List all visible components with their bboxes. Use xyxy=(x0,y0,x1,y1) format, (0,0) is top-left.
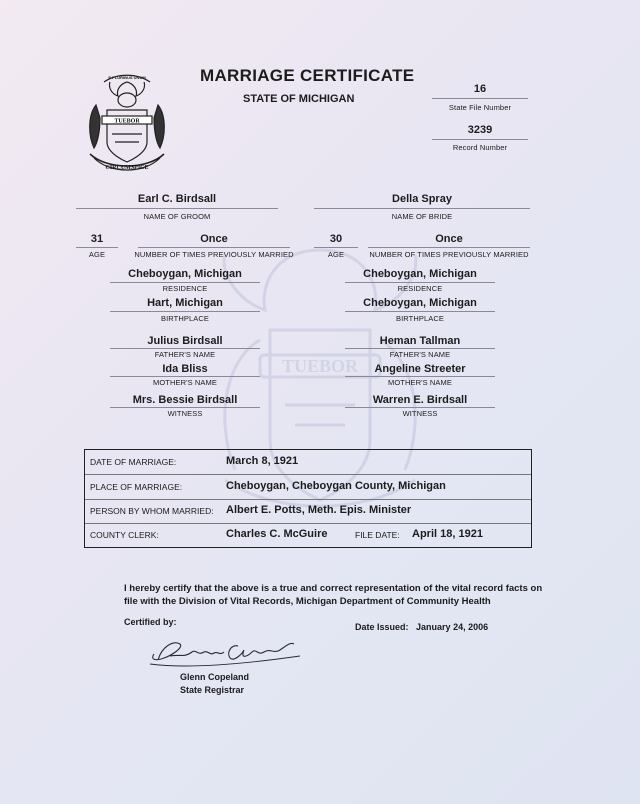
svg-text:TUEBOR: TUEBOR xyxy=(281,356,359,376)
place-of-marriage-label: PLACE OF MARRIAGE: xyxy=(90,482,183,492)
certified-by-label: Certified by: xyxy=(124,617,177,627)
registrar-signature xyxy=(140,634,310,674)
groom-father-label: FATHER'S NAME xyxy=(154,350,216,359)
date-issued-label: Date Issued: xyxy=(355,622,409,632)
bride-age-label: AGE xyxy=(327,250,345,259)
table-row xyxy=(85,499,531,524)
table-row xyxy=(85,475,531,500)
bride-mother: Angeline Streeter xyxy=(374,363,466,375)
officiant: Albert E. Potts, Meth. Epis. Minister xyxy=(226,504,412,516)
michigan-seal-icon xyxy=(82,70,172,176)
groom-age: 31 xyxy=(90,233,104,245)
seal-center-text: TUEBOR xyxy=(114,118,140,125)
table-row xyxy=(85,450,531,475)
groom-witness-label: WITNESS xyxy=(167,409,203,418)
groom-times-married: Once xyxy=(200,233,228,245)
certificate-subtitle: STATE OF MICHIGAN xyxy=(243,93,355,105)
bride-father: Heman Tallman xyxy=(379,335,461,347)
groom-mother-label: MOTHER'S NAME xyxy=(153,378,217,387)
bride-mother-label: MOTHER'S NAME xyxy=(388,378,452,387)
groom-residence: Cheboygan, Michigan xyxy=(128,268,242,280)
groom-birthplace: Hart, Michigan xyxy=(147,297,223,309)
record-number: 3239 xyxy=(467,124,493,136)
bride-name-label: NAME OF BRIDE xyxy=(391,212,453,221)
bride-residence-label: RESIDENCE xyxy=(397,284,443,293)
officiant-label: PERSON BY WHOM MARRIED: xyxy=(90,506,214,516)
seal-top-text: E PLURIBUS UNUM xyxy=(108,75,146,80)
groom-residence-label: RESIDENCE xyxy=(162,284,208,293)
groom-witness: Mrs. Bessie Birdsall xyxy=(132,394,238,406)
record-number-label: Record Number xyxy=(452,143,508,152)
certification-line-1: I hereby certify that the above is a true and correct representation of the vital record facts on xyxy=(124,583,543,594)
state-file-number-label: State File Number xyxy=(448,103,512,112)
registrar-title: State Registrar xyxy=(180,685,245,695)
groom-mother: Ida Bliss xyxy=(162,363,208,375)
county-clerk: Charles C. McGuire xyxy=(226,528,328,540)
certificate-title: MARRIAGE CERTIFICATE xyxy=(200,66,415,85)
groom-times-married-label: NUMBER OF TIMES PREVIOUSLY MARRIED xyxy=(134,250,294,259)
groom-birthplace-label: BIRTHPLACE xyxy=(161,314,209,323)
date-of-marriage: March 8, 1921 xyxy=(226,455,299,467)
groom-name: Earl C. Birdsall xyxy=(137,193,217,205)
bride-times-married-label: NUMBER OF TIMES PREVIOUSLY MARRIED xyxy=(369,250,529,259)
date-issued-value: January 24, 2006 xyxy=(416,622,489,632)
certification-statement xyxy=(124,582,544,608)
bride-times-married: Once xyxy=(435,233,463,245)
date-of-marriage-label: DATE OF MARRIAGE: xyxy=(90,457,177,467)
bride-witness: Warren E. Birdsall xyxy=(372,394,468,406)
file-date-label: FILE DATE: xyxy=(355,530,400,540)
groom-age-label: AGE xyxy=(88,250,106,259)
file-date: April 18, 1921 xyxy=(412,528,483,540)
county-clerk-label: COUNTY CLERK: xyxy=(90,530,159,540)
bride-residence: Cheboygan, Michigan xyxy=(363,268,477,280)
bride-age: 30 xyxy=(329,233,343,245)
marriage-details-table xyxy=(84,449,532,548)
bride-father-label: FATHER'S NAME xyxy=(389,350,451,359)
bride-birthplace-label: BIRTHPLACE xyxy=(396,314,444,323)
table-row xyxy=(85,523,531,547)
groom-father: Julius Birdsall xyxy=(147,335,223,347)
state-file-number: 16 xyxy=(473,83,487,95)
date-issued xyxy=(355,622,488,632)
groom-name-label: NAME OF GROOM xyxy=(143,212,211,221)
registrar-name: Glenn Copeland xyxy=(180,672,250,682)
seal-bottom-text: CIRCUMSPICE xyxy=(105,165,149,171)
bride-witness-label: WITNESS xyxy=(402,409,438,418)
certification-line-2: file with the Division of Vital Records, Michigan Department of Community Health xyxy=(124,596,491,607)
bride-name: Della Spray xyxy=(392,193,452,205)
bride-birthplace: Cheboygan, Michigan xyxy=(363,297,477,309)
place-of-marriage: Cheboygan, Cheboygan County, Michigan xyxy=(226,480,446,492)
